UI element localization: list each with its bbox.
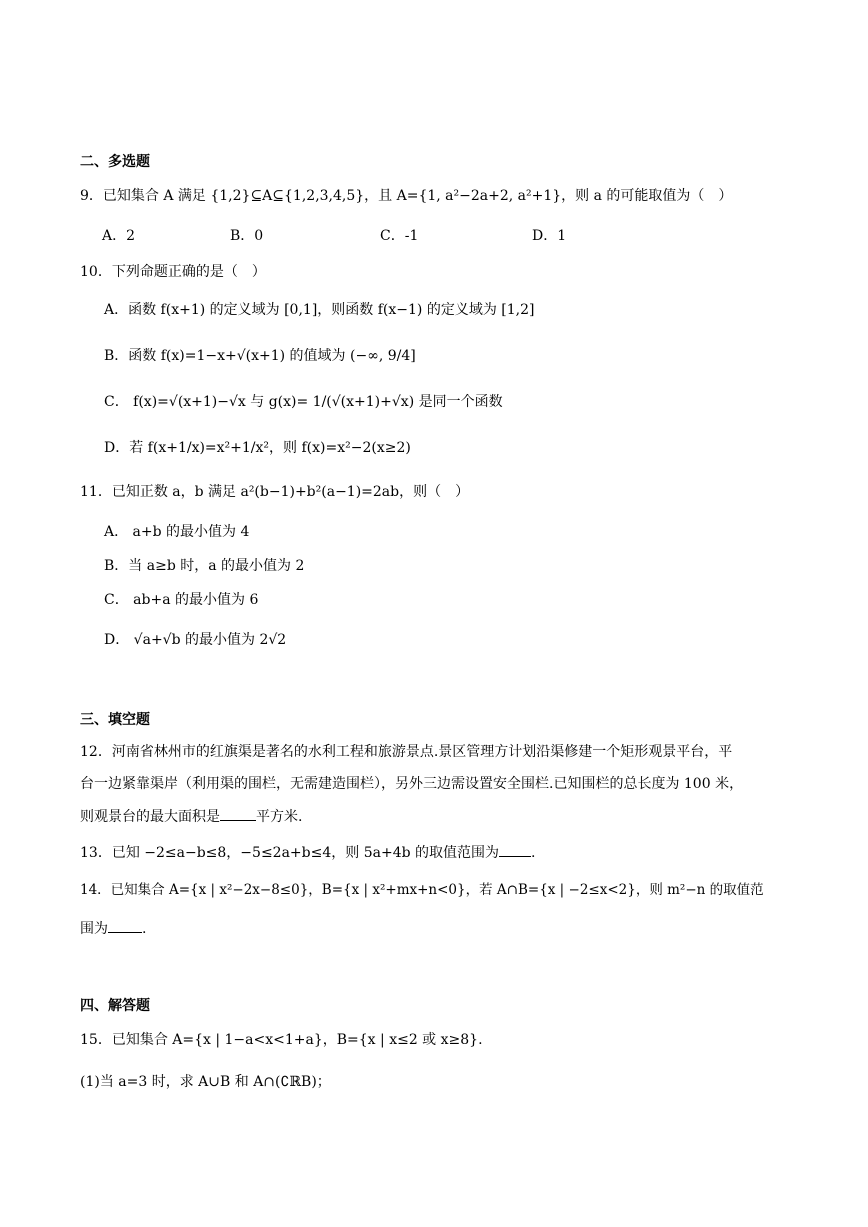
- q11-option-d: D． √a+√b 的最小值为 2√2: [104, 632, 287, 648]
- q14-line2: [80, 918, 146, 939]
- q9-option-c: C．-1: [380, 228, 419, 244]
- section-heading-solve: 四、解答题: [80, 998, 150, 1014]
- q10-option-d: D．若 f(x+1/x)=x²+1/x²，则 f(x)=x²−2(x≥2): [104, 440, 411, 456]
- q9-stem: 9．已知集合 A 满足 {1,2}⊆A⊆{1,2,3,4,5}，且 A={1, a²−2a+2, a²+1}，则 a 的可能取值为（ ）: [80, 188, 733, 204]
- q10-option-b: B．函数 f(x)=1−x+√(x+1) 的值域为 (−∞, 9/4]: [104, 348, 416, 364]
- q13-line: [80, 842, 535, 863]
- q14-line1: 14．已知集合 A={x | x²−2x−8≤0}，B={x | x²+mx+n<0}，若 A∩B={x | −2≤x<2}，则 m²−n 的取值范: [80, 882, 764, 898]
- q11-option-b: B．当 a≥b 时，a 的最小值为 2: [104, 558, 305, 574]
- q15-stem: 15．已知集合 A={x | 1−a<x<1+a}，B={x | x≤2 或 x≥8}.: [80, 1032, 483, 1048]
- q9-option-a: A．2: [102, 228, 136, 244]
- section-heading-multi: 二、多选题: [80, 154, 150, 170]
- q15-part1: (1)当 a=3 时，求 A∪B 和 A∩(∁ℝB)；: [80, 1074, 331, 1090]
- q9-option-b: B．0: [230, 228, 264, 244]
- q13-answer-blank: [499, 842, 531, 857]
- q10-option-c: C． f(x)=√(x+1)−√x 与 g(x)= 1/(√(x+1)+√x) 是同一个函数: [104, 394, 503, 410]
- q14-line2-pre: 围为: [80, 921, 108, 937]
- q13-post: .: [531, 845, 536, 861]
- q14-answer-blank: [108, 918, 142, 933]
- q12-line1: 12．河南省林州市的红旗渠是著名的水利工程和旅游景点.景区管理方计划沿渠修建一个矩形观景平台，平: [80, 744, 733, 760]
- q9-option-d: D．1: [532, 228, 567, 244]
- q12-line2: 台一边紧靠渠岸（利用渠的围栏，无需建造围栏），另外三边需设置安全围栏.已知围栏的总长度为 100 米，: [80, 776, 744, 792]
- q11-stem: 11．已知正数 a，b 满足 a²(b−1)+b²(a−1)=2ab，则（ ）: [80, 484, 470, 500]
- q13-pre: 13．已知 −2≤a−b≤8，−5≤2a+b≤4，则 5a+4b 的取值范围为: [80, 845, 500, 861]
- q12-answer-blank: [220, 806, 256, 821]
- q12-line3-pre: 则观景台的最大面积是: [80, 809, 220, 825]
- q10-option-a: A．函数 f(x+1) 的定义域为 [0,1]，则函数 f(x−1) 的定义域为 [1,2]: [104, 302, 535, 318]
- q12-line3: [80, 806, 302, 827]
- q12-line3-post: 平方米.: [256, 809, 303, 825]
- q11-option-c: C． ab+a 的最小值为 6: [104, 592, 259, 608]
- q10-stem: 10．下列命题正确的是（ ）: [80, 264, 266, 280]
- section-heading-fill: 三、填空题: [80, 712, 150, 728]
- q14-line2-post: .: [142, 921, 147, 937]
- q11-option-a: A． a+b 的最小值为 4: [104, 524, 250, 540]
